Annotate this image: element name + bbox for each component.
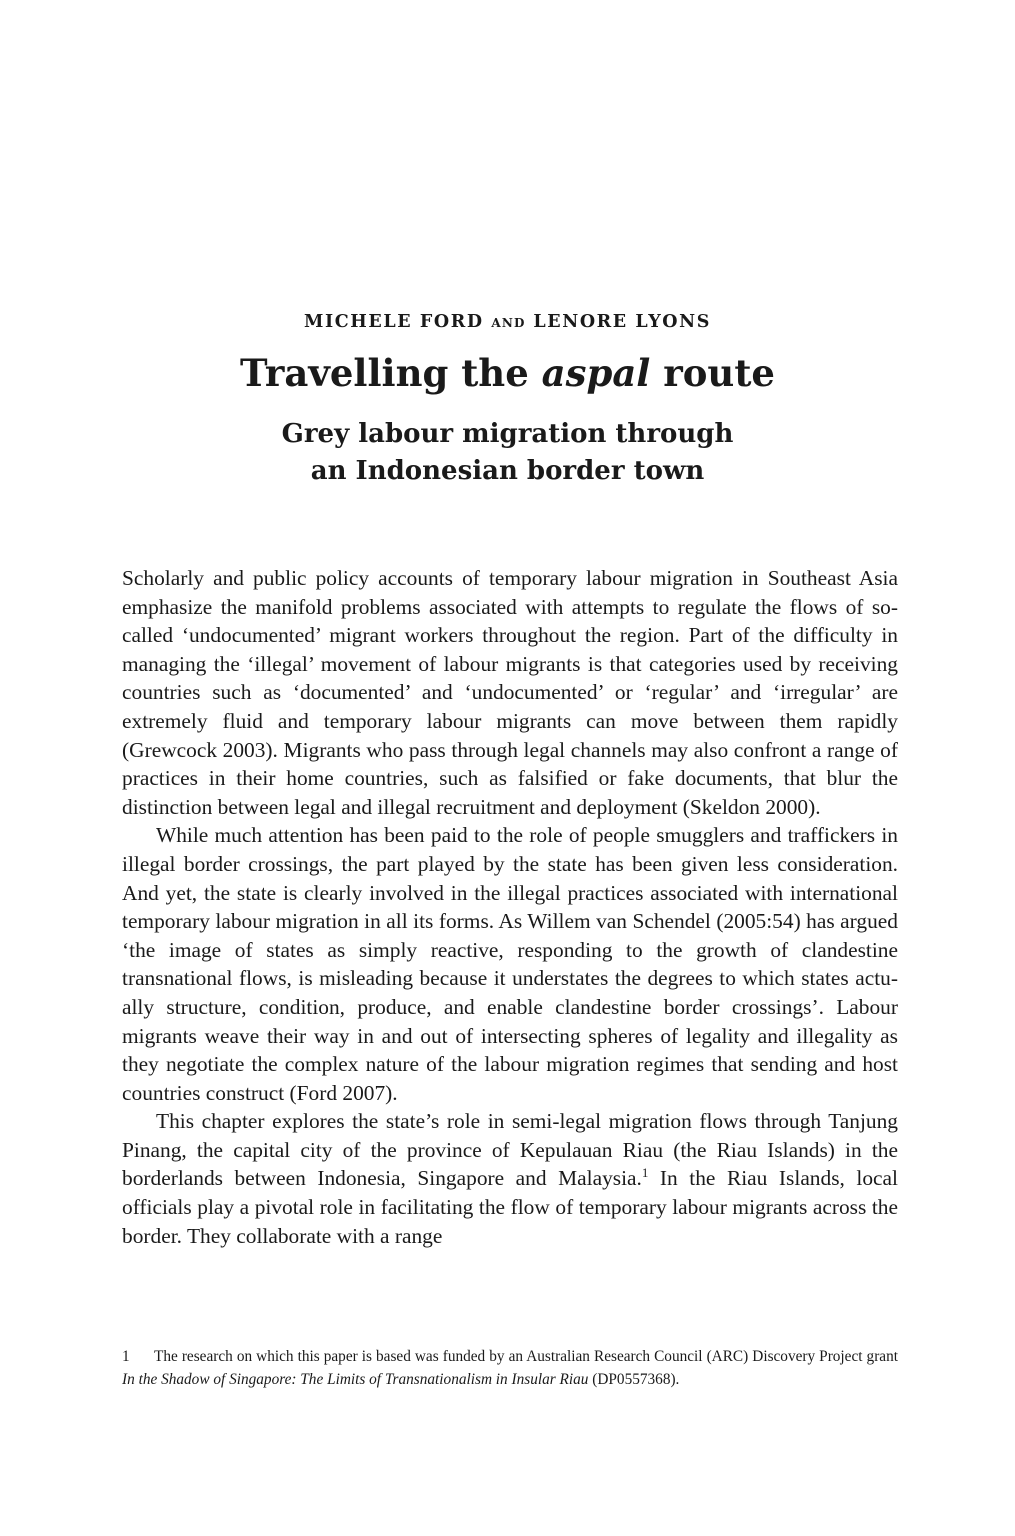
footnote-number: 1	[122, 1348, 130, 1365]
author-conjunction: and	[491, 312, 526, 332]
title-italic-word: aspal	[541, 351, 651, 395]
author-2: LENORE LYONS	[533, 312, 711, 332]
paragraph-3	[122, 1107, 898, 1250]
chapter-authors	[0, 311, 1015, 333]
title-part-1: Travelling the	[240, 351, 542, 395]
footnote-text-a: The research on which this paper is based was funded by an Australian Research Council (ARC) Discovery Project grant	[154, 1348, 898, 1365]
paragraph-3-text-a: This chapter explores the state’s role in semi-legal migration flows through Tanjung Pinang, the capital city of the province of Kepulauan Riau (the Riau Islands) in the borderlands between Indonesia, Singapore and Malaysia.	[122, 1109, 898, 1191]
footnote	[122, 1345, 898, 1391]
subtitle-line-2: an Indonesian border town	[310, 456, 705, 486]
author-1: MICHELE FORD	[303, 312, 484, 332]
subtitle-line-1: Grey labour migration through	[281, 419, 734, 449]
footnote-text-b: (DP0557368).	[588, 1371, 680, 1388]
title-part-2: route	[650, 351, 775, 395]
footnote-grant-title: In the Shadow of Singapore: The Limits of Transnationalism in Insular Riau	[122, 1371, 589, 1388]
body-text	[122, 564, 898, 1250]
footnote-reference[interactable]: 1	[641, 1165, 649, 1181]
chapter-title	[0, 350, 1015, 396]
paragraph-3-text-b: In the Riau Islands, local officials play a pivotal role in facilitating the flow of temporary labour migrants across the border. They collaborate with a range	[122, 1166, 898, 1248]
chapter-subtitle	[0, 416, 1015, 490]
paragraph-2: While much attention has been paid to the role of people smugglers and traffickers in illegal border crossings, the part played by the state has been given less consideration. And yet, the state is clearly involved in the illegal practices associated with international temporary labour migration in all its forms. As Willem van Schendel (2005:54) has argued ‘the image of states as simply reactive, responding to the growth of clandestine transnational flows, is misleading because it understates the degrees to which states actually structure, condition, produce, and enable clandestine border crossings’. Labour migrants weave their way in and out of intersecting spheres of legality and illegality as they negotiate the complex nature of the labour migration regimes that sending and host countries construct (Ford 2007).	[122, 823, 898, 1105]
paragraph-1: Scholarly and public policy accounts of temporary labour migration in Southeast Asia emphasize the manifold problems associated with attempts to regulate the flows of so-called ‘undocumented’ migrant workers throughout the region. Part of the difficulty in managing the ‘illegal’ movement of labour migrants is that categories used by receiving countries such as ‘documented’ and ‘undocumented’ or ‘regular’ and ‘irregular’ are extremely fluid and temporary labour migrants can move between them rapidly (Grewcock 2003). Migrants who pass through legal channels may also confront a range of practices in their home countries, such as falsified or fake documents, that blur the distinction between legal and illegal recruitment and deployment (Skeldon 2000).	[122, 566, 898, 819]
